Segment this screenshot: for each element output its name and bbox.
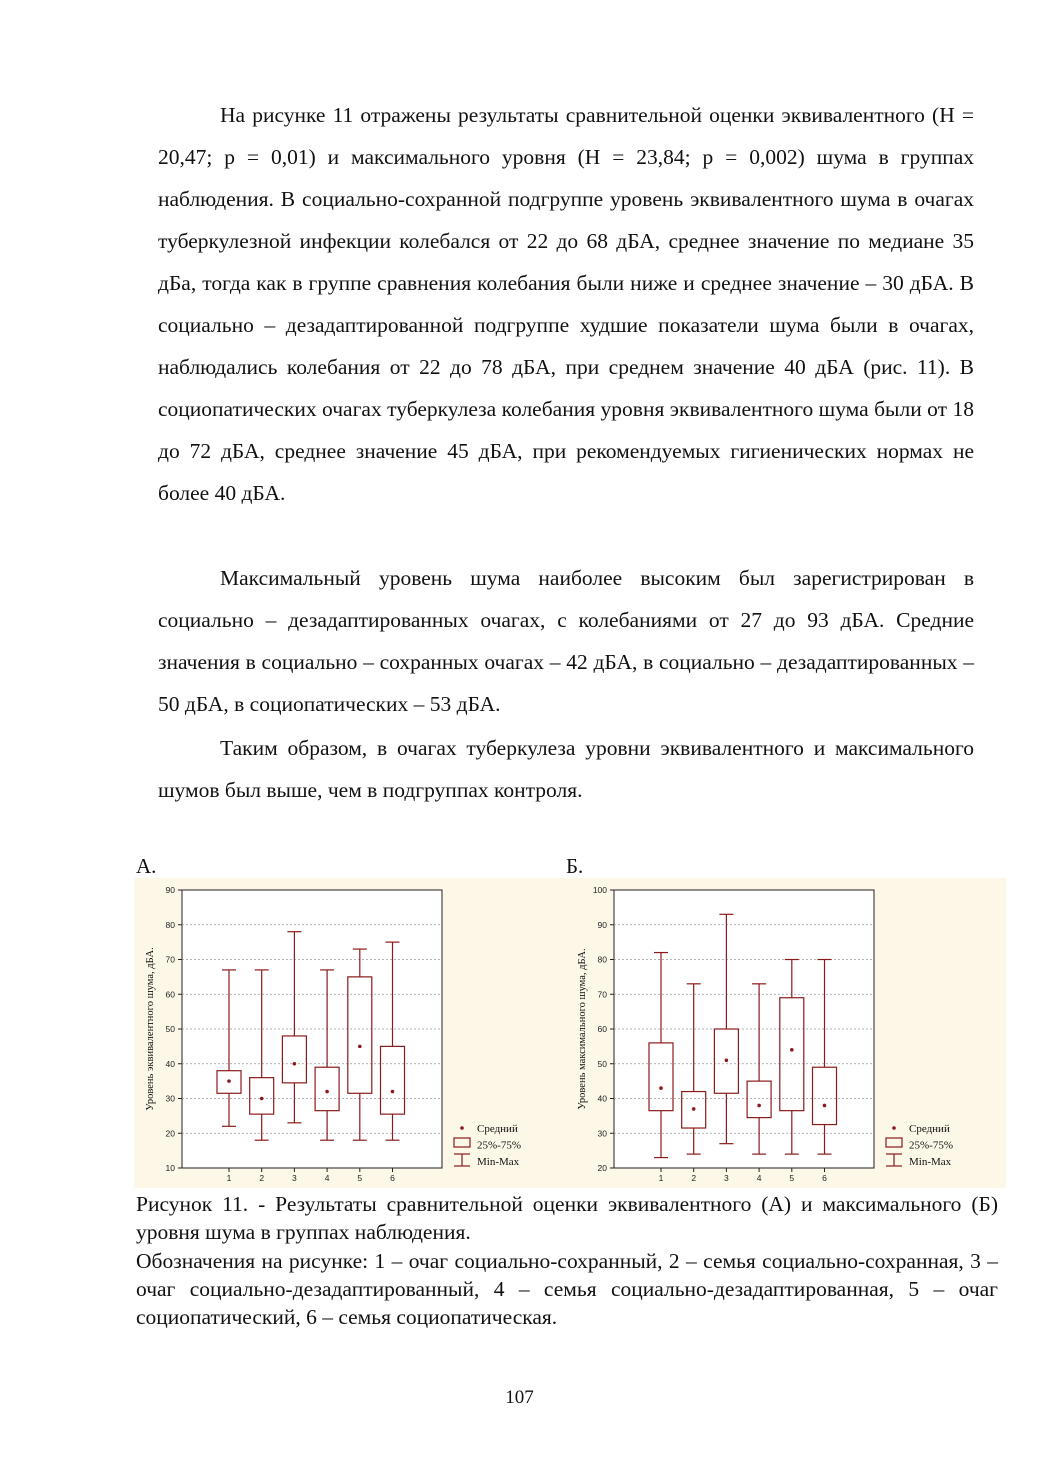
y-axis-label: Уровень эквивалентного шума, дБА. — [145, 947, 156, 1111]
y-tick-label: 50 — [597, 1058, 607, 1069]
y-tick-label: 100 — [592, 885, 607, 895]
y-tick-label: 90 — [165, 885, 175, 895]
x-tick-label: 4 — [324, 1173, 330, 1183]
x-tick-label: 4 — [756, 1173, 762, 1183]
x-tick-label: 3 — [724, 1173, 729, 1183]
mean-point — [391, 1090, 395, 1094]
y-tick-label: 30 — [165, 1093, 175, 1104]
paragraph-3: Таким образом, в очагах туберкулеза уровни эквивалентного и максимального шумов был выше, чем в подгруппах контроля. — [158, 736, 974, 802]
mean-point — [757, 1104, 761, 1108]
legend-mean-marker — [892, 1126, 896, 1130]
mean-point — [692, 1107, 696, 1111]
chart-maximum-noise — [566, 878, 1006, 1188]
y-tick-label: 20 — [165, 1128, 175, 1139]
figure-caption: Рисунок 11. - Результаты сравнительной оценки эквивалентного (А) и максимального (Б) уровня шума в группах наблюдения. — [136, 1192, 998, 1244]
panel-a-label: А. — [136, 854, 157, 878]
legend-label: 25%-75% — [909, 1139, 953, 1152]
y-tick-label: 10 — [165, 1163, 175, 1173]
y-axis-label: Уровень максимального шума, дБА. — [577, 948, 588, 1110]
mean-point — [823, 1104, 827, 1108]
mean-point — [227, 1079, 231, 1083]
y-tick-label: 40 — [597, 1093, 607, 1104]
mean-point — [325, 1090, 329, 1094]
y-tick-label: 30 — [597, 1128, 607, 1139]
y-tick-label: 90 — [597, 919, 607, 930]
panel-b-label: Б. — [566, 854, 584, 878]
legend-label: Min-Max — [477, 1156, 520, 1168]
y-tick-label: 20 — [597, 1163, 607, 1173]
x-tick-label: 2 — [259, 1173, 265, 1183]
legend-label: Min-Max — [909, 1156, 952, 1168]
paragraph-1: На рисунке 11 отражены результаты сравнительной оценки эквивалентного (H = 20,47; p = 0,01) и максимального уровня (H = 23,84; p = 0,002) шума в группах наблюдения. В социально-сохранной подгруппе уровень эквивалентного шума в очагах туберкулезной инфекции колебался от 22 до 68 дБА, среднее значение по медиане 35 дБа, тогда как в группе сравнения колебания были ниже и среднее значение – 30 дБА. В социально – дезадаптированной подгруппе худшие показатели шума были в очагах, наблюдались колебания от 22 до 78 дБА, при среднем значение 40 дБА (рис. 11). В социопатических очагах туберкулеза колебания уровня эквивалентного шума были от 18 до 72 дБА, среднее значение 45 дБА, при рекомендуемых гигиенических нормах не более 40 дБА. — [158, 103, 974, 505]
x-tick-label: 3 — [292, 1173, 297, 1183]
x-tick-label: 6 — [390, 1173, 395, 1183]
mean-point — [659, 1086, 663, 1090]
x-tick-label: 2 — [691, 1173, 697, 1183]
y-tick-label: 50 — [165, 1024, 175, 1034]
legend-label: 25%-75% — [477, 1139, 521, 1152]
y-tick-label: 60 — [165, 989, 175, 1000]
y-tick-label: 80 — [165, 919, 175, 930]
y-tick-label: 70 — [165, 954, 175, 965]
x-tick-label: 6 — [822, 1173, 827, 1183]
y-tick-label: 80 — [597, 954, 607, 965]
paragraph-2: Максимальный уровень шума наиболее высоким был зарегистрирован в социально – дезадаптированных очагах, с колебаниями от 27 до 93 дБА. Средние значения в социально – сохранных очагах – 42 дБА, в социально – дезадаптированных – 50 дБА, в социопатических – 53 дБА. — [158, 566, 974, 716]
y-tick-label: 70 — [597, 989, 607, 1000]
figure-legend-note: Обозначения на рисунке: 1 – очаг социально-сохранный, 2 – семья социально-сохранная, 3 – очаг социально-дезадаптированный, 4 – семья социально-дезадаптированная, 5 – очаг социопатический, 6 – семья социопатическая. — [136, 1249, 998, 1329]
x-tick-label: 1 — [226, 1173, 232, 1183]
mean-point — [260, 1097, 264, 1101]
y-tick-label: 60 — [597, 1024, 607, 1034]
mean-point — [725, 1058, 729, 1062]
chart-equivalent-noise — [134, 878, 574, 1188]
mean-point — [358, 1045, 362, 1049]
x-tick-label: 5 — [789, 1173, 795, 1183]
mean-point — [293, 1062, 297, 1066]
page-number: 107 — [505, 1387, 534, 1408]
legend-mean-marker — [460, 1126, 464, 1130]
y-tick-label: 40 — [165, 1058, 175, 1069]
legend-label: Средний — [477, 1123, 518, 1135]
legend-label: Средний — [909, 1123, 950, 1135]
x-tick-label: 5 — [357, 1173, 363, 1183]
mean-point — [790, 1048, 794, 1052]
x-tick-label: 1 — [658, 1173, 664, 1183]
